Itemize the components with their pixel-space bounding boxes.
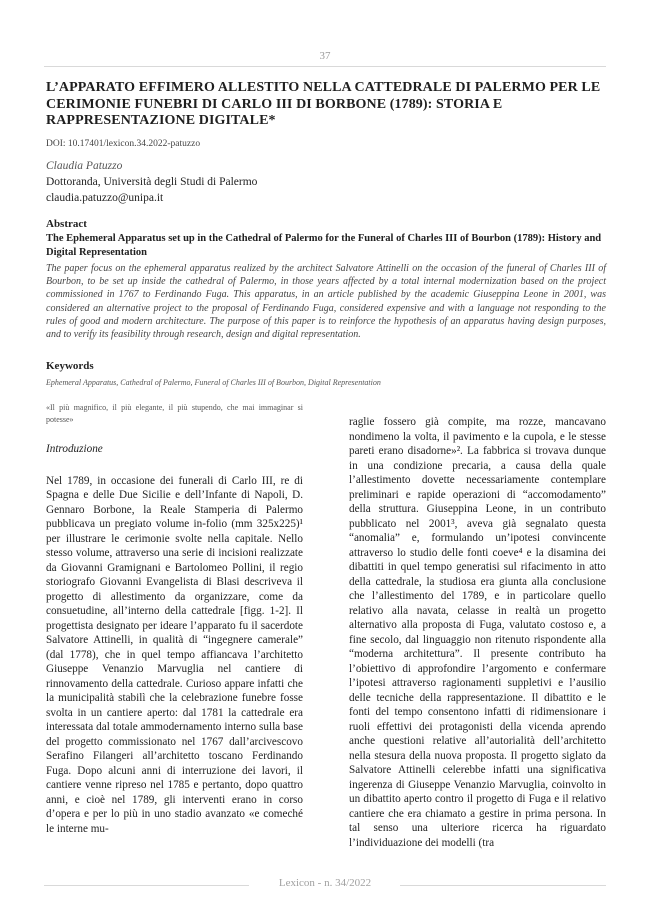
abstract-title: The Ephemeral Apparatus set up in the Cathedral of Palermo for the Funeral of Charles III of Bourbon (1789): History and Digital Representation [46,233,602,258]
article-title: L’APPARATO EFFIMERO ALLESTITO NELLA CATTEDRALE DI PALERMO PER LE CERIMONIE FUNEBRI DI CARLO III DI BORBONE (1789): STORIA E RAPPRESENTAZIONE DIGITALE* [46,80,601,128]
abstract-text: The paper focus on the ephemeral apparatus realized by the architect Salvatore Attinelli on the occasion of the funeral of Charles III of Bourbon, to be set up inside the cathedral of Palermo, in those years affected by a total internal modernization based on the project commissioned in 1767 to Ferdinando Fuga. This apparatus, in an article published by the academic Giuseppina Leone in 2001, was considered an alternative project to the proposal of Ferdinando Fuga, considered expensive and with a language not responding to the rules of good and modern architecture. The purpose of this paper is to reinforce the hypothesis of an apparatus having design purposes, and to verify its feasibility through research, design and digital representation. [46,263,606,341]
section-heading: Introduzione [46,443,103,455]
footer-divider-right [400,885,606,886]
keywords-text: Ephemeral Apparatus, Cathedral of Palermo, Funeral of Charles III of Bourbon, Digital Representation [46,378,381,387]
body-paragraph-left: Nel 1789, in occasione dei funerali di Carlo III, re di Spagna e delle Due Sicilie e dell’Infante di Napoli, D. Gennaro Borbone, la Reale Stamperia di Palermo pubblicava un pregiato volume in-folio (mm 325x225)¹ per illustrare le cerimonie svolte nella capitale. Nello stesso volume, attraverso una serie di incisioni realizzate da Giovanni Gramignani e Bartolomeo Pollini, il regio storiografo Giovanni Evangelista di Blasi descriveva il progetto di allestimento da organizzare, come da consuetudine, all’interno della cattedrale [figg. 1-2]. Il progettista designato per ideare l’apparato fu il sacerdote Salvatore Attinelli, in qualità di “ingegnere camerale” (dal 1778), che in quel tempo affiancava l’architetto Giuseppe Venanzio Marvuglia nel cantiere di rinnovamento della cattedrale. Curioso appare infatti che la municipalità stabilì che la celebrazione funebre fosse svolta in un cantiere aperto: dal 1781 la cattedrale era interessata dal totale ammodernamento interno sulla base del progetto commissionato nel 1767 dall’arcivescovo Serafino Filangeri all’architetto toscano Ferdinando Fuga. Dopo alcuni anni di interruzione dei lavori, il cantiere venne ripreso nel 1785 e pertanto, dopo quattro anni, e cioè nel 1789, gli interventi erano in corso d’opera e per lo più in uno stadio avanzato «e comeché le interne mu- [46,474,303,835]
keywords-heading: Keywords [46,360,94,372]
author-name: Claudia Patuzzo [46,160,123,172]
author-affiliation: Dottoranda, Università degli Studi di Palermo [46,176,258,188]
body-column-right [349,415,606,850]
abstract-heading: Abstract [46,218,87,230]
body-column-left [46,402,303,836]
epigraph: «Il più magnifico, il più elegante, il più stupendo, che mai immaginar si potesse» [46,403,303,424]
author-email[interactable]: claudia.patuzzo@unipa.it [46,192,164,204]
footer-journal: Lexicon - n. 34/2022 [278,877,372,889]
page-number: 37 [319,50,331,62]
header-divider [44,66,606,67]
body-paragraph-right: raglie fossero già compite, ma rozze, mancavano nondimeno la volta, il pavimento e la cupola, e le stesse pareti erano disadorne»². La fabbrica si trovava dunque in una condizione precaria, a causa della quale l’allestimento dovette necessariamente contemplare preliminari e rapide operazioni di “accomodamento” della struttura. Giuseppina Leone, in un contributo pubblicato nel 2001³, aveva già segnalato questa “anomalia” e, formulando un’ipotesi convincente attraverso lo studio delle fonti coeve⁴ e la disamina dei dibattiti in quel tempo generatisi sul rifacimento in atto della cattedrale, la studiosa era giunta alla conclusione che l’allestimento del 1789, e in particolare quello relativo alla navata, celasse in realtà un progetto alternativo alla proposta di Fuga, valutato costoso e, a fine secolo, dal linguaggio non ritenuto rispondente alla “moderna architettura”. Il presente contributo ha l’obiettivo di approfondire l’argomento e confermare l’ipotesi attraverso ragionamenti suppletivi e l’ausilio delle tecniche della rappresentazione. Il dibattito e le fonti del tempo consentono infatti di ridimensionare i ruoli effettivi dei protagonisti della vicenda aprendo anche questioni relative all’autorialità dell’architetto nella stesura della nuova proposta. Il progetto siglato da Salvatore Attinelli celerebbe infatti una significativa ingerenza di Giuseppe Venanzio Marvuglia, coinvolto in un dibattito aperto contro il progetto di Fuga e il relativo cantiere che era chiamato a gestire in prima persona. In tal senso una ulteriore ricerca ha riguardato l’individuazione dei modelli (tra [349,416,606,849]
author-block [46,158,257,206]
doi-line[interactable]: DOI: 10.17401/lexicon.34.2022-patuzzo [46,139,201,149]
